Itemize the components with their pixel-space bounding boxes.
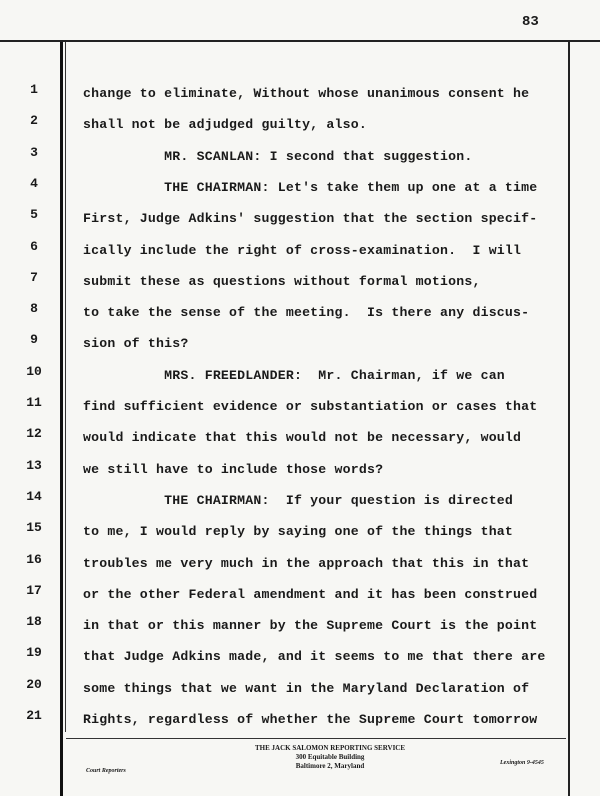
transcript-line: we still have to include those words?: [83, 461, 384, 477]
margin-rule-left: [60, 42, 63, 796]
line-number: 14: [26, 488, 42, 504]
footer-reporting-service: [200, 744, 460, 771]
transcript-line: that Judge Adkins made, and it seems to me that there are: [83, 649, 546, 665]
transcript-line: or the other Federal amendment and it has been construed: [83, 586, 538, 602]
transcript-line: shall not be adjudged guilty, also.: [83, 117, 367, 133]
footer-court-reporters: Court Reporters: [86, 768, 126, 774]
transcript-line: THE CHAIRMAN: Let's take them up one at a time: [83, 179, 538, 195]
transcript-line: ically include the right of cross-examination. I will: [83, 242, 522, 258]
line-number: 1: [30, 82, 38, 97]
top-rule: [0, 40, 600, 42]
line-number: 21: [26, 708, 42, 723]
footer-service-name: THE JACK SALOMON REPORTING SERVICE: [254, 744, 406, 752]
transcript-line: some things that we want in the Maryland Declaration of: [83, 680, 530, 696]
line-number: 3: [30, 144, 38, 160]
margin-rule-left-inner: [65, 42, 66, 732]
transcript-line: in that or this manner by the Supreme Court is the point: [83, 618, 538, 634]
transcript-line: Rights, regardless of whether the Supreme Court tomorrow: [83, 712, 538, 727]
transcript-line: find sufficient evidence or substantiation or cases that: [83, 399, 538, 414]
transcript-line: would indicate that this would not be necessary, would: [83, 430, 522, 446]
transcript-line: First, Judge Adkins' suggestion that the section specif-: [83, 211, 538, 227]
transcript-line: MR. SCANLAN: I second that suggestion.: [83, 148, 473, 164]
line-number: 7: [30, 269, 38, 285]
line-number: 18: [26, 614, 42, 630]
footer-rule: [66, 738, 566, 739]
line-number: 6: [30, 238, 38, 254]
line-number: 5: [30, 207, 38, 223]
line-number: 19: [26, 645, 42, 661]
line-number: 17: [26, 582, 42, 598]
line-number: 15: [26, 520, 42, 536]
page-number: 83: [522, 14, 539, 30]
line-number: 2: [30, 113, 38, 129]
transcript-line: sion of this?: [83, 336, 189, 352]
line-number: 9: [30, 332, 38, 348]
line-number: 16: [26, 551, 42, 567]
transcript-line: to take the sense of the meeting. Is there any discus-: [83, 305, 530, 321]
footer-address-line-1: 300 Equitable Building: [295, 753, 365, 761]
transcript-line: submit these as questions without formal motions,: [83, 273, 481, 289]
line-number: 13: [26, 457, 42, 473]
transcript-line: MRS. FREEDLANDER: Mr. Chairman, if we can: [83, 367, 505, 383]
line-number: 8: [30, 301, 38, 317]
line-number: 20: [26, 676, 42, 692]
transcript-line: change to eliminate, Without whose unanimous consent he: [83, 86, 530, 101]
footer-address-line-2: Baltimore 2, Maryland: [295, 762, 365, 770]
transcript-line: troubles me very much in the approach that this in that: [83, 555, 530, 571]
margin-rule-right: [568, 42, 570, 796]
line-number: 11: [26, 395, 42, 410]
line-number: 10: [26, 363, 42, 379]
transcript-line: to me, I would reply by saying one of the things that: [83, 524, 514, 540]
transcript-line: THE CHAIRMAN: If your question is directed: [83, 492, 514, 508]
line-number: 4: [30, 175, 38, 191]
footer-phone: Lexington 9-4545: [500, 760, 544, 766]
line-number: 12: [26, 426, 42, 442]
